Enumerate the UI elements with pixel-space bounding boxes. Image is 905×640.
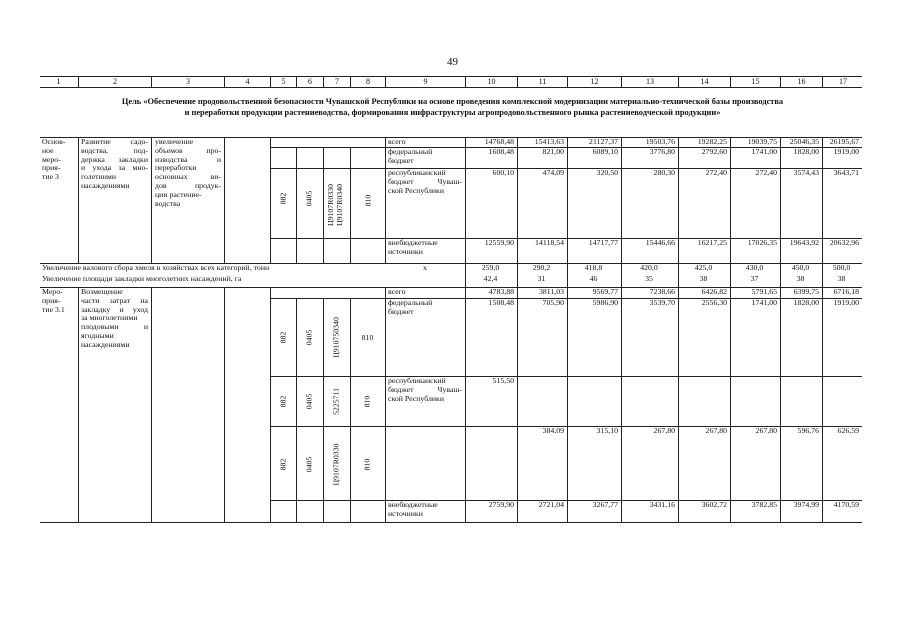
value-cell: 4170,59 (833, 500, 859, 509)
value-cell: 384,09 (542, 426, 564, 435)
rule (621, 287, 622, 522)
value-cell: 474,09 (542, 168, 564, 177)
block1-source-federal (388, 148, 432, 166)
goal-line-2: и переработки продукции растениеводства, формирования инфраструктуры агропродовольственного рынка растениеводческой продукции» (184, 107, 721, 117)
rule (296, 298, 297, 522)
rule (296, 147, 297, 263)
value-cell: 38 (699, 274, 708, 283)
block2-source-republic (388, 377, 462, 403)
rule (465, 287, 466, 522)
block2-sub3-col6: 0405 (304, 456, 314, 473)
value-cell: 15446,66 (645, 238, 675, 247)
block2-sub2-col7: 5225711 (331, 388, 341, 415)
value-cell: 42,4 (483, 274, 498, 283)
block2-sub1-col6: 0405 (304, 329, 314, 346)
value-cell: 46 (589, 274, 598, 283)
text-line: источники (388, 246, 423, 256)
rule (822, 137, 823, 287)
value-cell: 418,8 (584, 263, 603, 272)
rule (517, 137, 518, 287)
rule (678, 287, 679, 522)
value-cell: 14717,77 (588, 238, 618, 247)
rule (678, 137, 679, 287)
value-cell: 425,0 (694, 263, 713, 272)
value-cell: 596,76 (797, 426, 819, 435)
header-col-10: 10 (465, 77, 517, 87)
value-cell: 626,59 (837, 426, 859, 435)
value-cell: 280,30 (653, 168, 675, 177)
value-cell: 2759,90 (488, 500, 514, 509)
text-line: тие 3.1 (42, 304, 65, 314)
rule (78, 137, 79, 263)
text-line: меро- (42, 154, 61, 164)
block2-source-extrabudget (388, 501, 438, 519)
value-cell: 19643,92 (789, 238, 819, 247)
block2-sub1-col8: 810 (361, 333, 374, 342)
value-cell: 2792,60 (701, 147, 727, 156)
value-cell: 26195,67 (829, 137, 859, 146)
value-cell: 25046,35 (789, 137, 819, 146)
text-line: насаждениями (81, 339, 130, 349)
text-line: республиканский (388, 376, 446, 385)
header-col-16: 16 (780, 77, 822, 87)
value-cell: 15413,63 (534, 137, 564, 146)
value-cell: 3776,80 (649, 147, 675, 156)
block2-source-total: всего (388, 287, 406, 296)
rule (151, 287, 152, 522)
block1-col1 (42, 138, 65, 182)
text-line: и ухода за мно- (81, 163, 148, 173)
rule (822, 287, 823, 522)
text-line: ской Республики (388, 393, 444, 403)
header-col-8: 8 (350, 77, 385, 87)
value-cell: 19039,75 (747, 137, 777, 146)
value-cell: 31 (537, 274, 546, 283)
value-cell: 267,80 (653, 426, 675, 435)
value-cell: 19282,25 (697, 137, 727, 146)
value-cell: 1919,00 (833, 147, 859, 156)
value-cell: 38 (796, 274, 805, 283)
text-line: Возмещение (81, 287, 123, 296)
block2-source-federal (388, 299, 432, 317)
block1-col3 (155, 138, 221, 208)
block1-col7 (326, 175, 344, 235)
header-col-6: 6 (296, 77, 323, 87)
header-col-12: 12 (567, 77, 621, 87)
text-line: дов продук- (155, 180, 221, 190)
value-cell: 420,0 (640, 263, 658, 272)
rule (350, 298, 351, 522)
text-line: прия- (42, 295, 61, 305)
block2-sub3-col8: 810 (362, 458, 372, 471)
block2-sub1-col7: Ц910750340 (331, 317, 341, 358)
value-cell: 267,80 (755, 426, 777, 435)
value-cell: 705,90 (542, 298, 564, 307)
text-line: голетними (81, 172, 117, 182)
text-line: республиканский (388, 168, 446, 177)
rule (567, 287, 568, 522)
indicator-hops-label: Увеличение валового сбора хмеля в хозяйствах всех категорий, тонн (42, 263, 270, 272)
value-cell: 4783,88 (488, 287, 514, 296)
header-col-4: 4 (224, 77, 270, 87)
rule (323, 298, 324, 522)
value-cell: 450,0 (791, 263, 810, 272)
value-cell: 14768,48 (484, 137, 514, 146)
value-cell: 6089,10 (592, 147, 618, 156)
text-line: бюджет (388, 306, 414, 316)
rule (224, 287, 225, 522)
rule (40, 522, 862, 523)
header-col-11: 11 (517, 77, 567, 87)
goal-line-1: Цель «Обеспечение продовольственной безопасности Чувашской Республики на основе проведения комплексной модернизации материально-технической базы производства (121, 97, 784, 106)
header-col-2: 2 (78, 77, 151, 87)
block1-source-extrabudget (388, 239, 438, 257)
block1-col2 (81, 138, 148, 191)
value-cell: 9569,77 (592, 287, 618, 296)
value-cell: 1608,48 (488, 147, 514, 156)
value-cell: 600,10 (492, 168, 514, 177)
text-line: объемов про- (155, 145, 221, 155)
value-cell: 16217,25 (697, 238, 727, 247)
text-line: тие 3 (42, 172, 59, 182)
text-line: насаждениями (81, 180, 130, 190)
value-cell: 14118,54 (535, 238, 564, 247)
value-cell: 3267,77 (592, 500, 618, 509)
indicator-hops-unit: x (423, 263, 427, 272)
value-cell: 3782,85 (751, 500, 777, 509)
value-cell: 2721,04 (538, 500, 564, 509)
value-cell: 430,0 (745, 263, 764, 272)
value-cell: 290,2 (532, 263, 551, 272)
block2-sub3-col5: 882 (278, 458, 288, 471)
value-cell: 500,0 (832, 263, 851, 272)
value-cell: 38 (837, 274, 846, 283)
header-col-9: 9 (385, 77, 465, 87)
value-cell: 6399,75 (793, 287, 819, 296)
text-line: Меро- (42, 287, 63, 296)
value-cell: 3539,70 (649, 298, 675, 307)
text-line: ное (42, 145, 54, 155)
value-cell: 3574,43 (793, 168, 819, 177)
text-line: увеличение (155, 137, 194, 146)
value-cell: 12559,90 (484, 238, 514, 247)
text-line: водства, под- (81, 145, 148, 155)
rule (465, 137, 466, 287)
rule (567, 137, 568, 287)
value-cell: 7238,66 (649, 287, 675, 296)
block2-col2 (81, 288, 148, 350)
value-cell: 267,80 (705, 426, 727, 435)
value-cell: 821,00 (542, 147, 564, 156)
block1-source-total: всего (388, 137, 406, 146)
text-line: закладку и уход (81, 304, 148, 314)
block2-sub2-col5: 882 (278, 395, 288, 408)
header-col-13: 13 (621, 77, 678, 87)
value-cell: 6426,82 (701, 287, 727, 296)
rule (323, 147, 324, 263)
rule (270, 376, 862, 377)
rule (224, 137, 225, 263)
rule (78, 287, 79, 522)
header-col-1: 1 (56, 77, 61, 86)
block1-col8: 810 (363, 194, 373, 207)
value-cell: 2556,30 (701, 298, 727, 307)
text-line: внебюджетные (388, 500, 438, 509)
block2-sub3-col7: Ц9107R0330 (331, 443, 341, 486)
block2-sub1-col5: 882 (278, 331, 288, 344)
value-cell: 5986,90 (592, 298, 618, 307)
header-col-5: 5 (270, 77, 296, 87)
value-cell: 3811,03 (538, 287, 564, 296)
value-cell: 320,50 (596, 168, 618, 177)
value-cell: 6716,18 (833, 287, 859, 296)
header-col-17: 17 (822, 77, 863, 87)
rule (730, 137, 731, 287)
rule (350, 147, 351, 263)
text-line: источники (388, 508, 423, 518)
rule (151, 137, 152, 263)
text-line: федеральный (388, 147, 433, 156)
value-cell: 3643,71 (833, 168, 859, 177)
text-line: ской Республики (388, 185, 444, 195)
header-col-15: 15 (730, 77, 780, 87)
value-cell: 1508,48 (488, 298, 514, 307)
rule (385, 137, 386, 263)
text-line: ягодными (81, 330, 114, 340)
value-cell: 3974,99 (793, 500, 819, 509)
block1-col6: 0405 (304, 190, 314, 207)
indicator-area-label: Увеличение площади закладки многолетних насаждений, га (42, 274, 242, 283)
text-line: водства (155, 198, 181, 208)
rule (780, 287, 781, 522)
rule (517, 287, 518, 522)
value-cell: 20632,96 (829, 238, 859, 247)
rule (385, 287, 386, 522)
value-cell: 1919,00 (833, 298, 859, 307)
value-cell: 259,0 (481, 263, 500, 272)
header-col-14: 14 (678, 77, 730, 87)
rule (270, 287, 271, 522)
value-cell: 1741,00 (751, 298, 777, 307)
value-cell: 1828,00 (793, 147, 819, 156)
value-cell: 5791,65 (751, 287, 777, 296)
value-cell: 272,40 (705, 168, 727, 177)
text-line: держка закладки (81, 154, 148, 164)
text-line: изводства и (155, 154, 221, 164)
value-cell: 515,50 (492, 376, 514, 385)
text-line: бюджет Чуваш- (388, 176, 462, 186)
text-line: Развитие садо- (81, 137, 148, 146)
column-number-header (40, 76, 862, 88)
value-cell: 19503,76 (645, 137, 675, 146)
goal-heading (50, 97, 855, 118)
rule (780, 137, 781, 287)
value-cell: 21127,37 (589, 137, 618, 146)
value-cell: 1741,00 (751, 147, 777, 156)
value-cell: 1828,00 (793, 298, 819, 307)
text-line: прия- (42, 163, 61, 173)
text-line: внебюджетные (388, 238, 438, 247)
text-line: плодовыми и (81, 322, 148, 332)
text-line: ции растение- (155, 189, 202, 199)
value-cell: 17026,35 (747, 238, 777, 247)
block2-sub2-col6: 0405 (304, 393, 314, 410)
text-line: бюджет Чуваш- (388, 384, 462, 394)
text-line: Ц9107R0330 (326, 183, 335, 227)
page-number: 49 (447, 56, 458, 68)
header-col-3: 3 (151, 77, 224, 87)
text-line: Ц9107R0340 (335, 183, 344, 227)
text-line: федеральный (388, 298, 433, 307)
value-cell: 37 (750, 274, 759, 283)
rule (621, 137, 622, 287)
value-cell: 315,10 (596, 426, 618, 435)
text-line: Основ- (42, 137, 66, 146)
value-cell: 3602,72 (701, 500, 727, 509)
text-line: бюджет (388, 155, 414, 165)
rule (730, 287, 731, 522)
block2-sub2-col8: 810 (362, 395, 372, 408)
text-line: переработки (155, 163, 197, 173)
text-line: основных ви- (155, 172, 221, 182)
text-line: за многолетними (81, 313, 138, 323)
text-line: части затрат на (81, 295, 148, 305)
value-cell: 35 (645, 274, 653, 283)
block2-col1 (42, 288, 65, 314)
header-col-7: 7 (323, 77, 350, 87)
value-cell: 3431,16 (649, 500, 675, 509)
value-cell: 272,40 (755, 168, 777, 177)
block1-col5: 882 (278, 192, 288, 205)
block1-source-republic (388, 169, 462, 195)
rule (270, 137, 271, 263)
